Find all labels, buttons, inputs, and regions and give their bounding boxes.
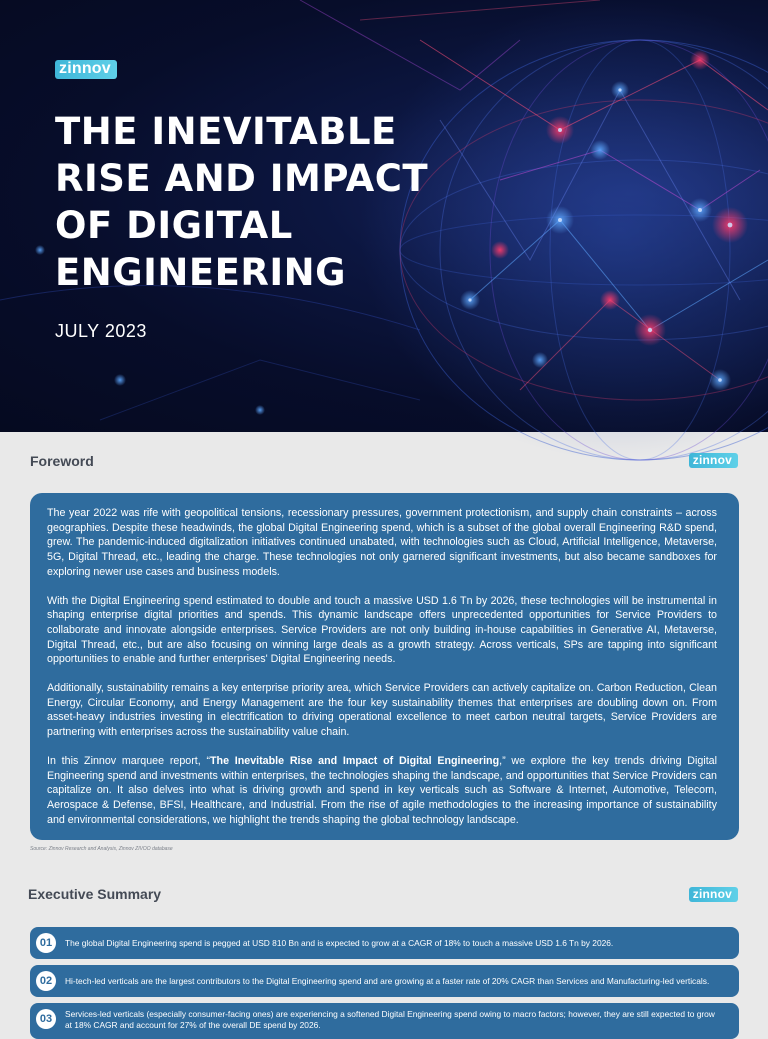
summary-item-text: Hi-tech-led verticals are the largest contributors to the Digital Engineering spend and are growing at a faster rate of 20% CAGR than Services and Manufacturing-led verticals. <box>65 975 710 986</box>
foreword-paragraph: Additionally, sustainability remains a key enterprise priority area, which Service Providers can actively capitalize on. Carbon Reduction, Clean Energy, Circular Economy, and Energy Management are the four key sustainability themes that enterprises are doubling down on. From asset-heavy industries investing in electrification to driving operational excellence to meet carbon neutral targets, Service Providers are partnering with enterprises across the sustainability value chain. <box>47 682 717 739</box>
title-line: OF DIGITAL <box>55 204 293 247</box>
summary-item-number: 01 <box>36 933 56 953</box>
summary-item <box>30 965 739 997</box>
foreword-panel <box>30 493 739 840</box>
summary-item <box>30 1003 739 1039</box>
foreword-heading: Foreword <box>30 453 94 469</box>
summary-item-number: 02 <box>36 971 56 991</box>
report-name-emphasis: The Inevitable Rise and Impact of Digital Engineering <box>210 754 500 767</box>
source-note: Source: Zinnov Research and Analysis, Zinnov ZIVOO database <box>30 846 173 852</box>
foreword-paragraph: The year 2022 was rife with geopolitical tensions, recessionary pressures, government protectionism, and supply chain constraints – across geographies. Despite these headwinds, the global Digital Engineering spend, which is a subset of the global overall Engineering R&D spend, grew. The pandemic-induced digitalization initiatives continued unabated, with technologies such as Cloud, Artificial Intelligence, Metaverse, 5G, Digital Thread, etc., leading the charge. These technologies not only garnered significant investments, but also became sandboxes for exploring newer use cases and business models. <box>47 507 717 578</box>
zinnov-logo: zinnov <box>689 887 738 902</box>
summary-item-text: Services-led verticals (especially consumer-facing ones) are experiencing a softened Digital Engineering spend owing to macro factors; however, they are still expected to grow at 18% CAGR and account for 27% of the overall DE spend by 2026. <box>65 1009 715 1030</box>
text-run: In this Zinnov marquee report, “ <box>47 754 211 767</box>
zinnov-logo: zinnov <box>55 60 117 79</box>
foreword-paragraph <box>47 754 717 828</box>
summary-item-text: The global Digital Engineering spend is pegged at USD 810 Bn and is expected to grow at a CAGR of 18% to touch a massive USD 1.6 Tn by 2026. <box>65 937 614 948</box>
zinnov-logo: zinnov <box>689 453 738 468</box>
title-line: RISE AND IMPACT <box>55 157 429 200</box>
title-line: ENGINEERING <box>55 251 346 294</box>
foreword-paragraph: With the Digital Engineering spend estimated to double and touch a massive USD 1.6 Tn by 2026, these technologies will be instrumental in shaping enterprise digital priorities and spends. This dynamic landscape offers unprecedented opportunities for Service Providers to collaborate and innovate alongside enterprises. Service Providers are not only building in-house capabilities in Generative AI, Metaverse, Digital Thread, etc., but are also focusing on winning large deals as a growth strategy. Across verticals, SPs are tapping into significant opportunities to enable and further enterprises' Digital Engineering needs. <box>47 594 717 666</box>
summary-item-number: 03 <box>36 1009 56 1029</box>
cover-banner <box>0 0 768 432</box>
title-line: THE INEVITABLE <box>55 110 397 153</box>
report-title <box>55 108 475 296</box>
report-date: JULY 2023 <box>55 321 147 341</box>
text-run: ,” we explore the key trends driving Digital Engineering spend and investments within enterprises, the technologies shaping the landscape, and opportunities that Service Providers can capitalize on. It also delves into what is driving growth and spend in key verticals such as Software & Internet, Automotive, Telecom, Aerospace & Defense, BFSI, Healthcare, and Industrial. From the rise of agile methodologies to the increasing importance of sustainability and environmental considerations, we highlight the trends shaping the global technology landscape. <box>47 754 717 826</box>
executive-summary-heading: Executive Summary <box>28 886 162 902</box>
summary-item <box>30 927 739 959</box>
